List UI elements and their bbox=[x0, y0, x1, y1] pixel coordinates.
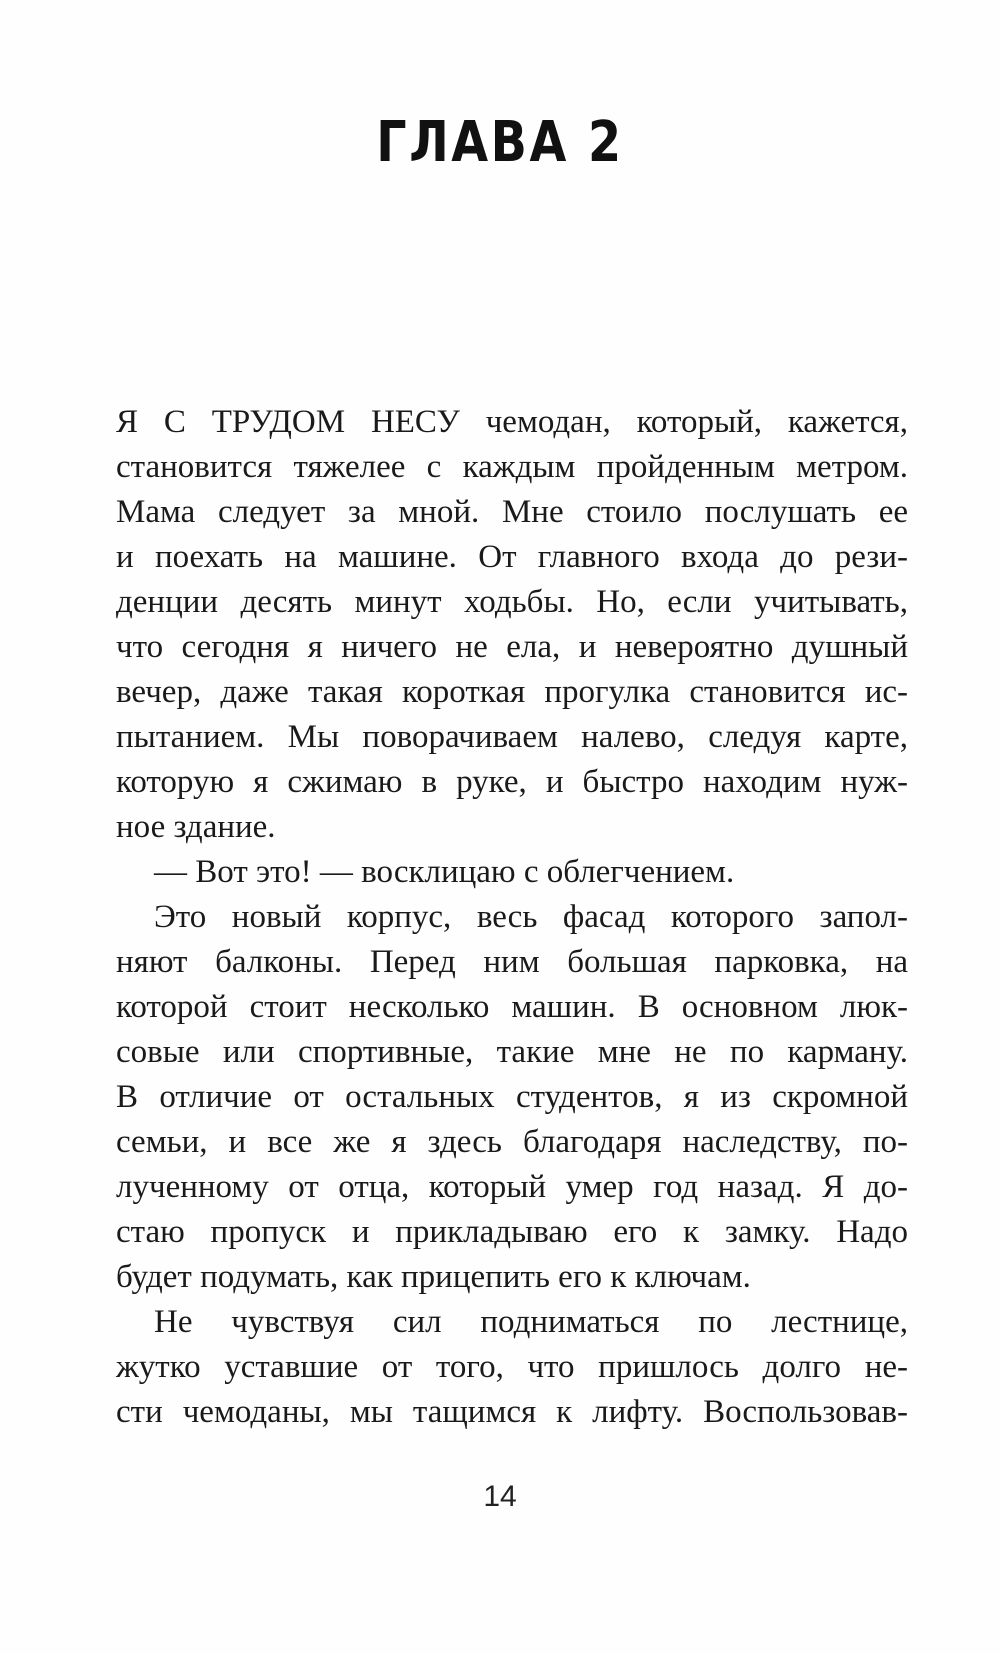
text-line: которой стоит несколько машин. В основном люк- bbox=[116, 989, 908, 1025]
text-line: что сегодня я ничего не ела, и невероятно душный bbox=[116, 629, 908, 665]
text-line: жутко уставшие от того, что пришлось долго не- bbox=[116, 1349, 908, 1385]
text-line: Не чувствуя сил подниматься по лестнице, bbox=[154, 1304, 908, 1340]
body-text bbox=[116, 400, 908, 1435]
text-line: и поехать на машине. От главного входа до рези- bbox=[116, 539, 908, 575]
text-line: вечер, даже такая короткая прогулка становится ис- bbox=[116, 674, 908, 710]
page-number: 14 bbox=[483, 1480, 517, 1513]
text-line: В отличие от остальных студентов, я из скромной bbox=[116, 1079, 908, 1115]
text-line: лученному от отца, который умер год назад. Я до- bbox=[116, 1169, 908, 1205]
text-line: будет подумать, как прицепить его к ключам. bbox=[116, 1259, 751, 1295]
paragraph bbox=[116, 1300, 908, 1435]
text-line: няют балконы. Перед ним большая парковка, на bbox=[116, 944, 908, 980]
text-line: Это новый корпус, весь фасад которого запол- bbox=[154, 899, 908, 935]
text-line: ное здание. bbox=[116, 809, 276, 845]
text-line: сти чемоданы, мы тащимся к лифту. Воспользовав- bbox=[116, 1394, 908, 1430]
text-line: совые или спортивные, такие мне не по карману. bbox=[116, 1034, 908, 1070]
text-line: стаю пропуск и прикладываю его к замку. Надо bbox=[116, 1214, 908, 1250]
text-line: денции десять минут ходьбы. Но, если учитывать, bbox=[116, 584, 908, 620]
chapter-title: ГЛАВА 2 bbox=[376, 110, 624, 175]
text-line: семьи, и все же я здесь благодаря наследству, по- bbox=[116, 1124, 908, 1160]
text-line: которую я сжимаю в руке, и быстро находим нуж- bbox=[116, 764, 908, 800]
text-line: становится тяжелее с каждым пройденным метром. bbox=[116, 449, 908, 485]
text-line: пытанием. Мы поворачиваем налево, следуя карте, bbox=[116, 719, 908, 755]
text-line: — Вот это! — восклицаю с облегчением. bbox=[154, 854, 735, 890]
paragraph bbox=[116, 850, 908, 895]
text-line: Я С ТРУДОМ НЕСУ чемодан, который, кажется, bbox=[116, 404, 908, 440]
text-line: Мама следует за мной. Мне стоило послушать ее bbox=[116, 494, 908, 530]
paragraph bbox=[116, 400, 908, 850]
paragraph bbox=[116, 895, 908, 1300]
